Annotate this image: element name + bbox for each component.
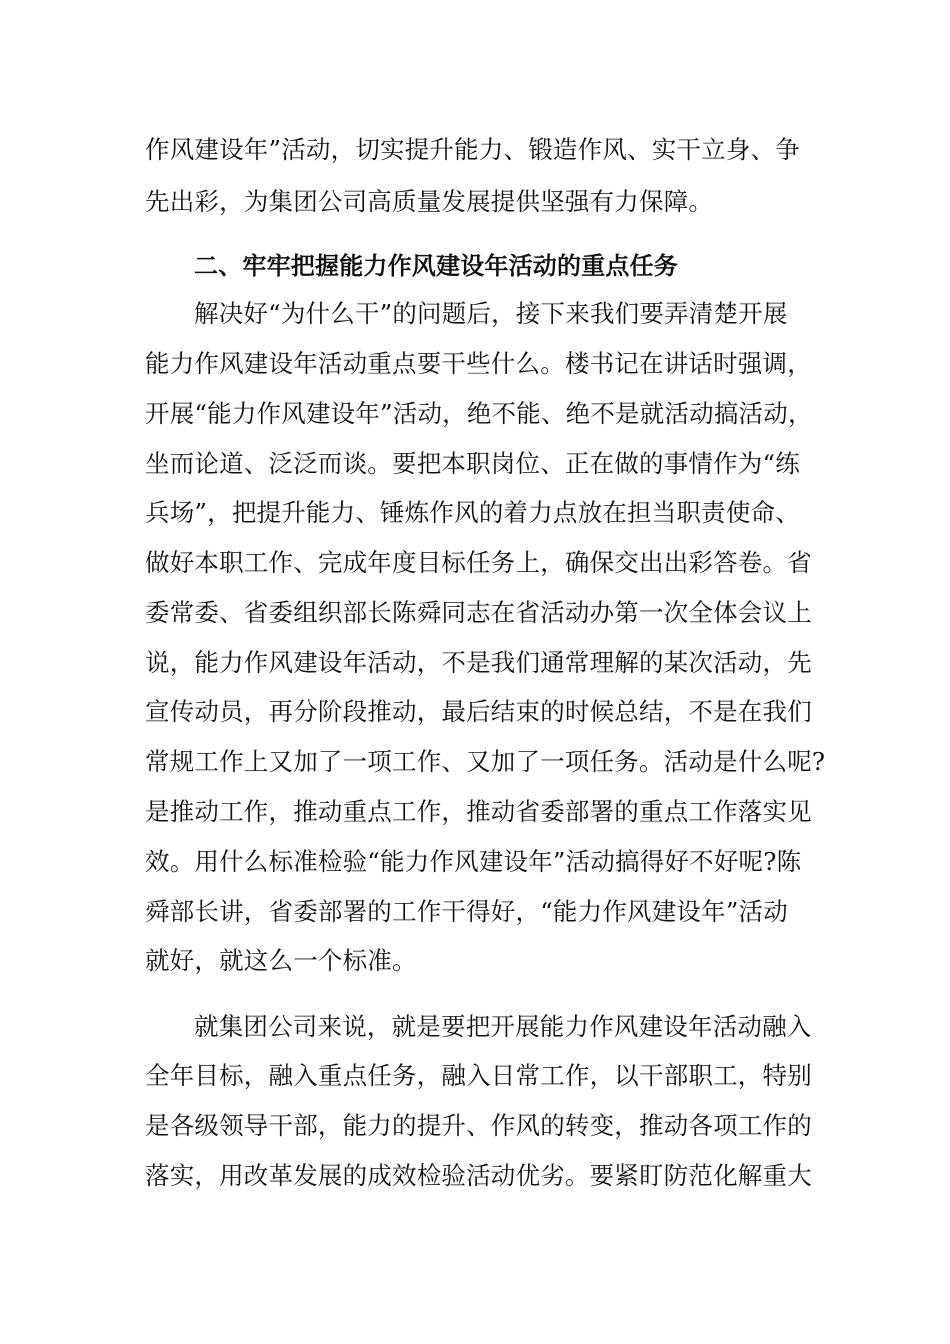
para2-line-13: 舜部长讲，省委部署的工作干得好，“能力作风建设年”活动 — [145, 897, 788, 926]
para1-line-2: 先出彩，为集团公司高质量发展提供坚强有力保障。 — [145, 187, 714, 216]
para1-line-1: 作风建设年”活动，切实提升能力、锻造作风、实干立身、争 — [145, 135, 800, 164]
para2-line-7: 委常委、省委组织部长陈舜同志在省活动办第一次全体会议上 — [145, 598, 812, 627]
para2-line-9: 宣传动员，再分阶段推动，最后结束的时候总结，不是在我们 — [145, 697, 812, 726]
para2-line-5: 兵场”，把提升能力、锤炼作风的着力点放在担当职责使命、 — [145, 498, 800, 527]
para2-line-11: 是推动工作，推动重点工作，推动省委部署的重点工作落实见 — [145, 797, 812, 826]
para2-line-10: 常规工作上又加了一项工作、又加了一项任务。活动是什么呢? — [145, 747, 826, 776]
para3-line-1: 就集团公司来说，就是要把开展能力作风建设年活动融入 — [194, 1012, 812, 1041]
para2-line-4: 坐而论道、泛泛而谈。要把本职岗位、正在做的事情作为“练 — [145, 449, 800, 478]
para3-line-3: 是各级领导干部，能力的提升、作风的转变，推动各项工作的 — [145, 1111, 812, 1140]
para2-line-1: 解决好“为什么干”的问题后，接下来我们要弄清楚开展 — [194, 299, 788, 328]
para2-line-6: 做好本职工作、完成年度目标任务上，确保交出出彩答卷。省 — [145, 548, 812, 577]
para3-line-2: 全年目标，融入重点任务，融入日常工作，以干部职工，特别 — [145, 1061, 812, 1090]
para2-line-8: 说，能力作风建设年活动，不是我们通常理解的某次活动，先 — [145, 648, 812, 677]
para3-line-4: 落实，用改革发展的成效检验活动优劣。要紧盯防范化解重大 — [145, 1161, 812, 1190]
para2-line-12: 效。用什么标准检验“能力作风建设年”活动搞得好不好呢?陈 — [145, 847, 802, 876]
section-heading: 二、牢牢把握能力作风建设年活动的重点任务 — [194, 252, 678, 280]
para2-line-3: 开展“能力作风建设年”活动，绝不能、绝不是就活动搞活动， — [145, 399, 813, 428]
para2-line-2: 能力作风建设年活动重点要干些什么。楼书记在讲话时强调， — [145, 349, 812, 378]
para2-line-14: 就好，就这么一个标准。 — [145, 946, 417, 975]
